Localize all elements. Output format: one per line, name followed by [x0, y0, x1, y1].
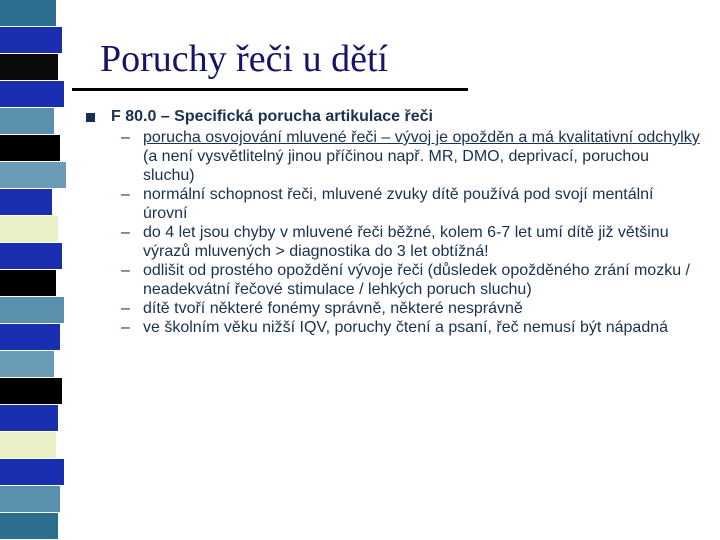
- decorative-stripe: [0, 54, 58, 80]
- decorative-stripe: [0, 243, 62, 269]
- decorative-stripe: [0, 162, 66, 188]
- item-text: odlišit od prostého opoždění vývoje řeči (důsledek opožděného zrání mozku / neadekvátní řečové stimulace / lehkých poruch sluchu): [143, 262, 690, 298]
- decorative-stripe: [0, 405, 58, 431]
- sub-bullet-item: [121, 299, 701, 318]
- sub-bullet-item: [121, 185, 701, 223]
- sub-bullet-list: [121, 128, 701, 337]
- decorative-stripe: [0, 189, 52, 215]
- dash-icon: –: [121, 224, 130, 241]
- decorative-stripe: [0, 108, 54, 134]
- sub-bullet-item: [121, 128, 701, 185]
- item-text: do 4 let jsou chyby v mluvené řeči běžné, kolem 6-7 let umí dítě již většinu výrazů mluvených > diagnostika do 3 let obtížná!: [143, 224, 669, 260]
- decorative-stripe: [0, 351, 54, 377]
- decorative-stripe: [0, 216, 58, 242]
- dash-icon: –: [121, 319, 130, 336]
- item-text: dítě tvoří některé fonémy správně, některé nesprávně: [143, 300, 523, 317]
- sub-bullet-item: [121, 318, 701, 337]
- dash-icon: –: [121, 262, 130, 279]
- decorative-stripe: [0, 513, 58, 539]
- decorative-stripe: [0, 135, 60, 161]
- decorative-stripe: [0, 81, 64, 107]
- dash-icon: –: [121, 186, 130, 203]
- underlined-text: porucha osvojování mluvené řeči – vývoj je opožděn a má kvalitativní odchylky: [143, 129, 700, 146]
- decorative-stripe: [0, 27, 62, 53]
- decorative-stripe-bar: [0, 0, 68, 540]
- decorative-stripe: [0, 459, 64, 485]
- dash-icon: –: [121, 129, 130, 146]
- decorative-stripe: [0, 378, 62, 404]
- title-underline-rule: [72, 88, 468, 91]
- sub-bullet-item: [121, 223, 701, 261]
- main-bullet-text: F 80.0 – Specifická porucha artikulace řeči: [111, 108, 433, 125]
- bullet-square-icon: [86, 113, 95, 122]
- decorative-stripe: [0, 270, 56, 296]
- item-text: normální schopnost řeči, mluvené zvuky dítě používá pod svojí mentální úrovní: [143, 186, 654, 222]
- decorative-stripe: [0, 324, 60, 350]
- slide-title: Poruchy řeči u dětí: [100, 38, 389, 80]
- item-text: ve školním věku nižší IQV, poruchy čtení a psaní, řeč nemusí být nápadná: [143, 319, 669, 336]
- decorative-stripe: [0, 0, 56, 26]
- decorative-stripe: [0, 486, 60, 512]
- sub-bullet-item: [121, 261, 701, 299]
- item-text: (a není vysvětlitelný jinou příčinou např. MR, DMO, deprivací, poruchou sluchu): [143, 148, 650, 184]
- dash-icon: –: [121, 300, 130, 317]
- decorative-stripe: [0, 432, 56, 458]
- decorative-stripe: [0, 297, 64, 323]
